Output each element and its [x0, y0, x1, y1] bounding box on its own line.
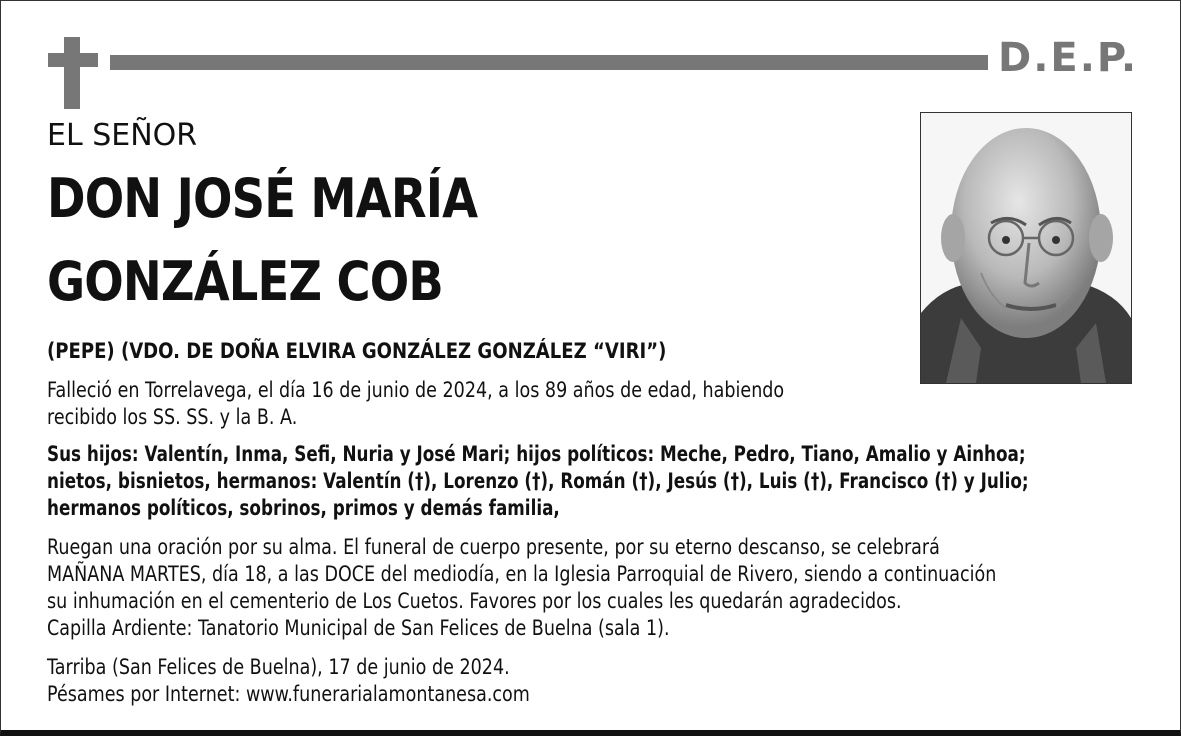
header-rule — [110, 55, 988, 70]
footer-line: Tarriba (San Felices de Buelna), 17 de junio de 2024. — [47, 655, 510, 679]
family-line: Sus hijos: Valentín, Inma, Sefi, Nuria y José Mari; hijos políticos: Meche, Pedro, Tiano, Amalio y Ainhoa; — [47, 442, 1026, 466]
portrait-illustration — [921, 113, 1131, 383]
funeral-line: su inhumación en el cementerio de Los Cuetos. Favores por los cuales les quedarán agradecidos. — [47, 589, 902, 613]
title-prefix: EL SEÑOR — [47, 118, 198, 153]
deceased-name-line-1: DON JOSÉ MARÍA — [47, 167, 478, 230]
footer-line: Pésames por Internet: www.funerarialamontanesa.com — [47, 682, 530, 706]
deceased-name-line-2: GONZÁLEZ COB — [47, 250, 443, 313]
death-line: recibido los SS. SS. y la B. A. — [47, 405, 298, 429]
alias-line: (PEPE) (VDO. DE DOÑA ELVIRA GONZÁLEZ GONZÁLEZ “VIRI”) — [47, 339, 667, 363]
dep-mark: D.E.P. — [998, 35, 1139, 81]
funeral-line: Ruegan una oración por su alma. El funeral de cuerpo presente, por su eterno descanso, se celebrará — [47, 535, 940, 559]
portrait-photo — [920, 112, 1132, 384]
cross-icon — [64, 37, 80, 109]
funeral-line: Capilla Ardiente: Tanatorio Municipal de San Felices de Buelna (sala 1). — [47, 616, 670, 640]
family-line: nietos, bisnietos, hermanos: Valentín (†), Lorenzo (†), Román (†), Jesús (†), Luis (†), Francisco (†) y Julio; — [47, 469, 1029, 493]
death-line: Falleció en Torrelavega, el día 16 de junio de 2024, a los 89 años de edad, habiendo — [47, 378, 785, 402]
family-line: hermanos políticos, sobrinos, primos y demás familia, — [47, 496, 560, 520]
cross-icon-bar — [48, 53, 98, 67]
funeral-line: MAÑANA MARTES, día 18, a las DOCE del mediodía, en la Iglesia Parroquial de Rivero, siendo a continuación — [47, 562, 997, 586]
